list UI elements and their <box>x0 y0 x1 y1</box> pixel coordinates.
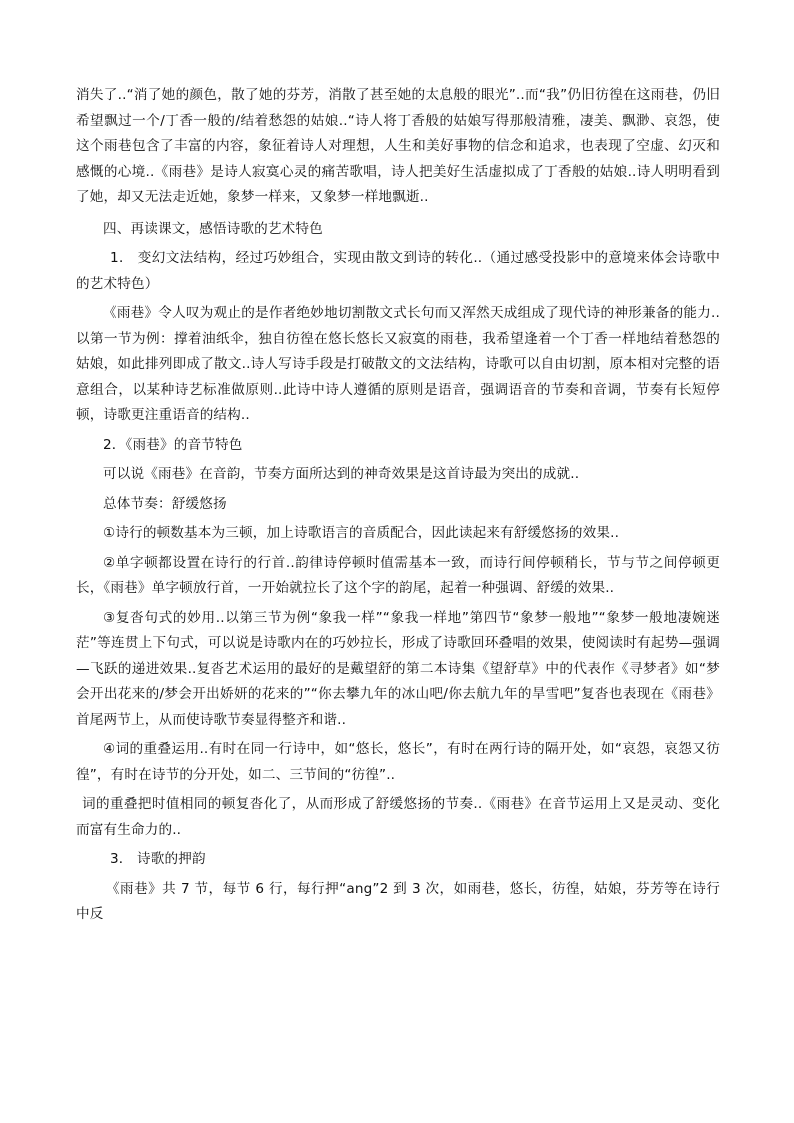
item-2-single-word-pause: ②单字顿都设置在诗行的行首..韵律诗停顿时值需基本一致，而诗行间停顿稍长，节与节之间停顿更长，《雨巷》单字顿放行首，一开始就拉长了这个字的韵尾，起着一种强调、舒缓的效果.. <box>76 554 720 596</box>
paragraph-rain-alley-symbolism: 消失了..“消了她的颜色，散了她的芬芳，消散了甚至她的太息般的眼光”..而“我”仍旧彷徨在这雨巷，仍旧希望飘过一个/丁香一般的/结着愁怨的姑娘..“诗人将丁香般的姑娘写得那般清雅，凄美、飘渺、哀怨，使这个雨巷包含了丰富的内容，象征着诗人对理想，人生和美好事物的信念和追求，也表现了空虚、幻灭和感慨的心境..《雨巷》是诗人寂寞心灵的痛苦歌唱，诗人把美好生活虚拟成了丁香般的姑娘..诗人明明看到了她，却又无法走近她，象梦一样来，又象梦一样地飘逝.. <box>76 87 720 205</box>
item-1-three-pauses: ①诗行的顿数基本为三顿，加上诗歌语言的音质配合，因此读起来有舒缓悠扬的效果.. <box>103 525 620 541</box>
point-3-rhyme: 3． 诗歌的押韵 <box>110 851 206 867</box>
paragraph-rhyme-detail: 《雨巷》共 7 节，每节 6 行，每行押“ang”2 到 3 次，如雨巷，悠长，彷徨，姑娘，芬芳等在诗行中反 <box>76 880 720 922</box>
section-heading-four: 四、再读课文，感悟诗歌的艺术特色 <box>103 220 323 237</box>
document-body <box>76 83 720 928</box>
item-4-word-overlap: ④词的重叠运用..有时在同一行诗中，如“悠长，悠长”，有时在两行诗的隔开处，如“哀怨，哀怨又彷徨”，有时在诗节的分开处，如二、三节间的“彷徨”.. <box>76 741 720 783</box>
point-2-syllable-features: 2．《雨巷》的音节特色 <box>103 436 243 453</box>
item-3-repetition-sentences: ③复沓句式的妙用..以第三节为例“象我一样”“象我一样地”第四节“象梦一般地”“象梦一般地凄婉迷茫”等连贯上下句式，可以说是诗歌内在的巧妙拉长，形成了诗歌回环叠唱的效果，使阅读时有起势—强调—飞跃的递进效果..复沓艺术运用的最好的是戴望舒的第二本诗集《望舒草》中的代表作《寻梦者》如“梦会开出花来的/梦会开出娇妍的花来的”“你去攀九年的冰山吧/你去航九年的旱雪吧”复沓也表现在《雨巷》首尾两节上，从而使诗歌节奏显得整齐和谐.. <box>76 609 720 728</box>
paragraph-overall-rhythm: 总体节奏：舒缓悠扬 <box>103 495 227 512</box>
point-1-grammar-structure: 1． 变幻文法结构，经过巧妙组合，实现由散文到诗的转化..（通过感受投影中的意境来体会诗歌中的艺术特色） <box>76 250 720 292</box>
paragraph-rhythm-achievement: 可以说《雨巷》在音韵，节奏方面所达到的神奇效果是这首诗最为突出的成就.. <box>103 466 580 482</box>
paragraph-prose-to-poetry: 《雨巷》令人叹为观止的是作者绝妙地切割散文式长句而又浑然天成组成了现代诗的神形兼备的能力..以第一节为例：撑着油纸伞，独自彷徨在悠长悠长又寂寞的雨巷，我希望逢着一个丁香一样地结着愁怨的姑娘，如此排列即成了散文..诗人写诗手段是打破散文的文法结构，诗歌可以自由切割，原本相对完整的语意组合，以某种诗艺标准做原则..此诗中诗人遵循的原则是语音，强调语音的节奏和音调，节奏有长短停顿，诗歌更注重语音的结构.. <box>76 305 720 423</box>
paragraph-overlap-effect: 词的重叠把时值相同的顿复沓化了，从而形成了舒缓悠扬的节奏..《雨巷》在音节运用上又是灵动、变化而富有生命力的.. <box>76 796 720 838</box>
